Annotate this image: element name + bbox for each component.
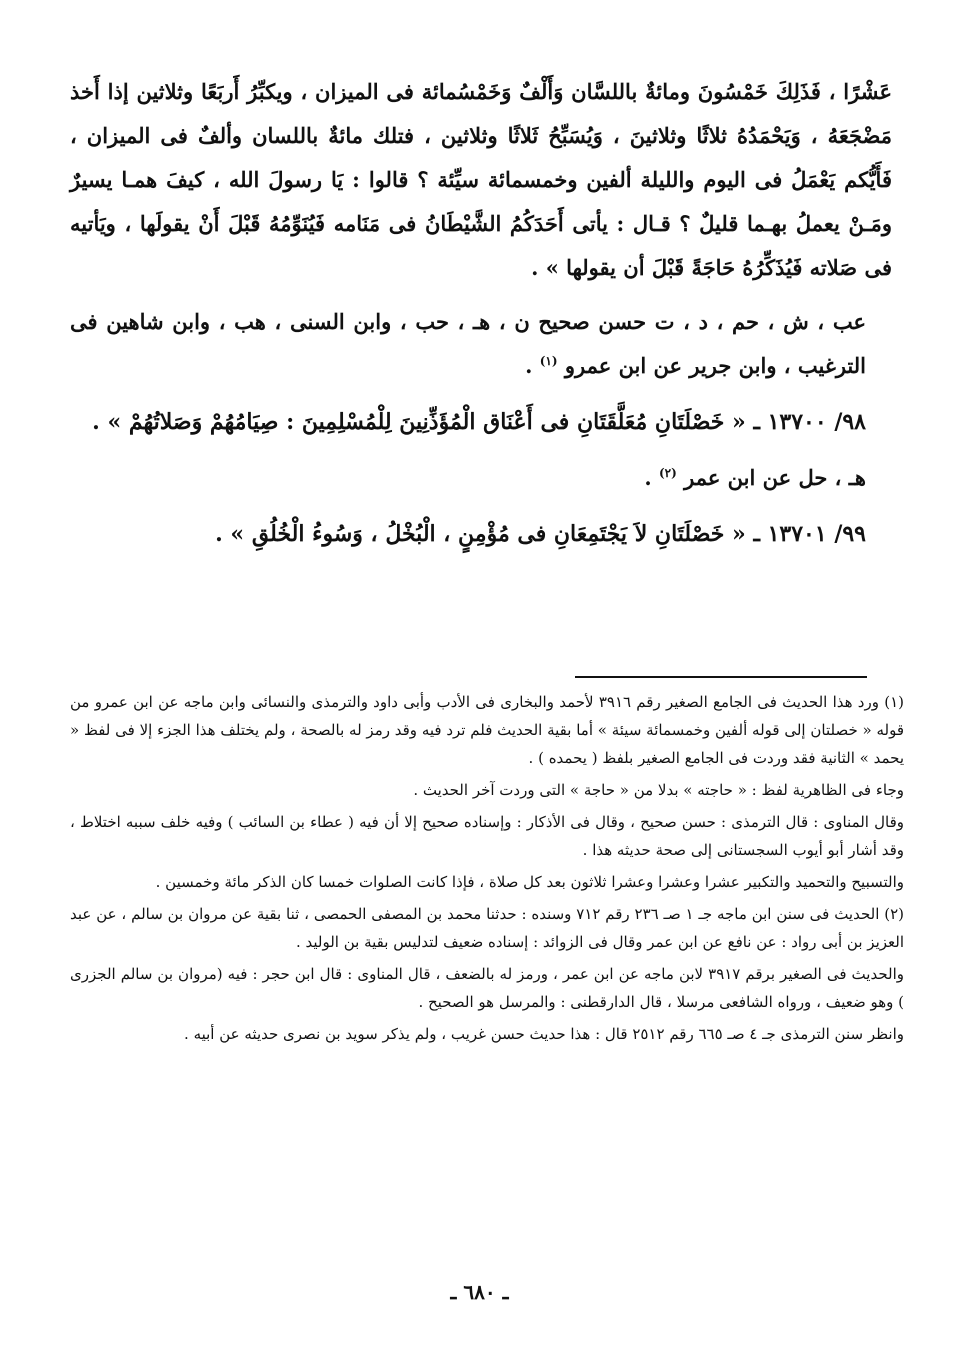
entry-99-text: ٩٩/ ١٣٧٠١ ـ « خَصْلَتَانِ لاَ يَجْتَمِعَانِ فى مُؤْمِنٍ ، الْبُخْلُ ، وَسُوءُ الْخُلُقِ » . [215,521,866,547]
footnote-1-d: والتسبيح والتحميد والتكبير عشرا وعشرا وعشرا ثلاثون بعد كل صلاة ، فإذا كانت الصلوات خمسا كان الذكر مائة وخمسين . [155,873,904,891]
source-citation-2: هـ ، حل عن ابن عمر $^{(٢)}$ . [644,465,866,490]
footnote-1-b: وجاء فى الظاهرية لفظ : « حاجته » بدلا من « حاجة » التى وردت آخر الحديث . [413,781,904,799]
footnotes [70,688,904,1052]
hadith-text: عَشْرًا ، فَذَلِكَ خَمْسُونَ ومائةٌ باللسَّان وَأَلْفٌ وَخَمْسُمائة فى الميزان ، ويكبِّرُ أَربَعًا وثلاثين إذا أَخذ مَضْجَعَهُ ، وَيَحْمَدُهُ ثلاثًا وثلاثينَ ، وَيُسَبِّحُ ثَلاثًا وثلاثين ، فتلك مائةٌ باللسان وألفٌ فى الميزان ، فَأَيُّكم يَعْمَلُ فى اليوم والليلة ألفين وخمسمائة سيِّئة ؟ قالوا : يَا رسولَ الله ، كيفَ همـا يسيرٌ ومَـنْ يعملُ بهـما قليلٌ ؟ قـال : يأتى أَحَدَكُمُ الشَّيْطَانُ فى مَنَامه فَيُنَوِّمُهُ قَبْلَ أَنْ يقولَها ، ويَأتيه فى صَلاته فَيُذَكِّرُهُ حَاجَةً قَبْلَ أن يقولها » . [70,79,892,280]
page-number: ـ ٦٨٠ ـ [450,1280,509,1304]
source-text-1: عب ، ش ، حم ، د ، ت حسن صحيح ن ، هـ ، حب ، وابن السنى ، هب ، وابن شاهين فى الترغيب ، وابن جرير عن ابن عمرو [70,309,866,378]
entry-98-text: ٩٨/ ١٣٧٠٠ ـ « خَصْلَتَانِ مُعَلَّقَتَانِ فى أَعْنَاق الْمُؤَذِّنِينَ لِلْمُسْلِمِينَ : صِيَامُهُمْ وَصَلاتُهُمْ » . [92,409,866,435]
main-text [70,70,892,568]
hadith-paragraph [70,70,892,290]
footnote-1-c: وقال المناوى : قال الترمذى : حسن صحيح ، وقال فى الأذكار : وإسناده صحيح إلا أن فيه ( عطاء بن السائب ) وفيه خلف سببه اختلاط ، وقد أشار أبو أيوب السجستانى إلى صحة حديثه هذا . [70,813,904,859]
source-text-2: هـ ، حل عن ابن عمر [684,465,866,490]
footnote-divider [575,676,867,678]
footnote-2-c: وانظر سنن الترمذى جـ ٤ صـ ٦٦٥ رقم ٢٥١٢ قال : هذا حديث حسن غريب ، ولم يذكر سويد بن نصرى حديثه عن أبيه . [184,1025,904,1043]
hadith-entry-99 [70,512,892,556]
footnote-ref-2: (٢) [658,466,677,480]
source-citation-1: عب ، ش ، حم ، د ، ت حسن صحيح ن ، هـ ، حب ، وابن السنى ، هب ، وابن شاهين فى الترغيب ، وابن جرير عن ابن عمرو $^{(١)}$ . [70,309,866,378]
footnote-2-b: والحديث فى الصغير برقم ٣٩١٧ لابن ماجه عن ابن عمر ، ورمز له بالضعف ، قال المناوى : قال ابن حجر : فيه (مروان بن سالم الجزرى ) وهو ضعيف ، ورواه الشافعى مرسلا ، قال الدارقطنى : والمرسل هو الصحيح . [70,965,905,1011]
footnote-1-a: (١) ورد هذا الحديث فى الجامع الصغير رقم ٣٩١٦ لأحمد والبخارى فى الأدب وأبى داود والترمذى والنسائى وابن ماجه عن ابن عمرو من قوله « خصلتان إلى قوله ألفين وخمسمائة سيئة » أما بقية الحديث فلم ترد فيه وقد رمز له بالصحة ، ولم يختلف هذا الجزء إلا فى لفظ « يحمد » الثانية فقد وردت فى الجامع الصغير بلفظ ( يحمده ) . [70,693,904,767]
footnote-ref-1: (١) [539,354,558,368]
hadith-entry-98 [70,400,892,444]
footnote-2-a: (٢) الحديث فى سنن ابن ماجه جـ ١ صـ ٢٣٦ رقم ٧١٢ وسنده : حدثنا محمد بن المصفى الحمصى ، ثنا بقية عن مروان بن سالم ، عن عبد العزيز بن أبى رواد : عن نافع عن ابن عمر وقال فى الزوائد : إسناده ضعيف لتدليس بقية بن الوليد . [70,905,905,951]
